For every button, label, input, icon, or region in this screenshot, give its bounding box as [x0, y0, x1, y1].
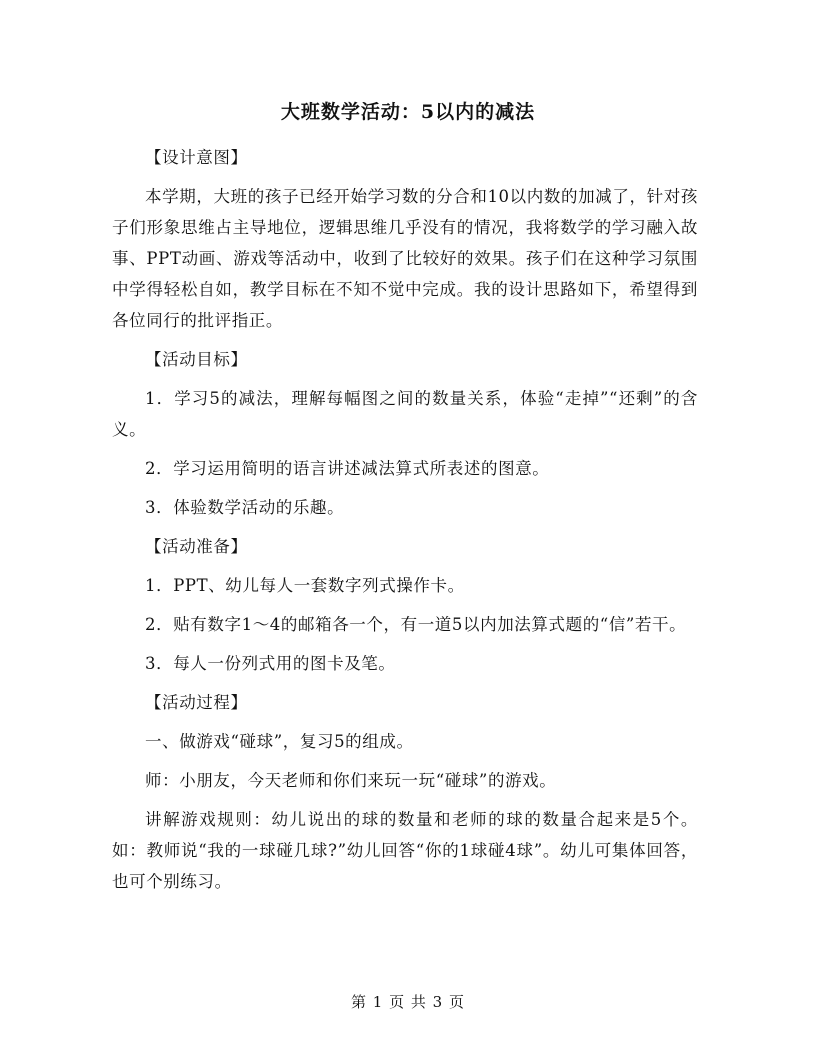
- section-heading-activity-goals: 【活动目标】: [145, 350, 248, 369]
- section-heading-activity-preparation: 【活动准备】: [145, 537, 248, 556]
- paragraph-goal-2: 2．学习运用简明的语言讲述减法算式所表述的图意。: [145, 459, 550, 478]
- section-heading-activity-process: 【活动过程】: [145, 693, 248, 712]
- paragraph-design-intent: 本学期，大班的孩子已经开始学习数的分合和10以内数的加减了，针对孩子们形象思维占主导地位，逻辑思维几乎没有的情况，我将数学的学习融入故事、PPT动画、游戏等活动中，收到了比较好的效果。孩子们在这种学习氛围中学得轻松自如，教学目标在不知不觉中完成。我的设计思路如下，希望得到各位同行的批评指正。: [112, 187, 698, 330]
- section-heading-design-intent: 【设计意图】: [145, 148, 248, 167]
- paragraph-preparation-1: 1．PPT、幼儿每人一套数字列式操作卡。: [145, 576, 465, 595]
- paragraph-goal-3: 3．体验数学活动的乐趣。: [145, 498, 345, 517]
- paragraph-game-rules: 讲解游戏规则：幼儿说出的球的数量和老师的球的数量合起来是5个。如：教师说“我的一球碰几球?”幼儿回答“你的1球碰4球”。幼儿可集体回答，也可个别练习。: [112, 810, 698, 891]
- paragraph-process-step-1: 一、做游戏“碰球”，复习5的组成。: [145, 732, 414, 751]
- paragraph-preparation-2: 2．贴有数字1～4的邮箱各一个，有一道5以内加法算式题的“信”若干。: [145, 615, 687, 634]
- paragraph-preparation-3: 3．每人一份列式用的图卡及笔。: [145, 654, 396, 673]
- paragraph-goal-1: 1．学习5的减法，理解每幅图之间的数量关系，体验“走掉”“还剩”的含义。: [112, 389, 698, 439]
- page-footer: 第 1 页 共 3 页: [351, 993, 465, 1011]
- paragraph-teacher-line: 师：小朋友，今天老师和你们来玩一玩“碰球”的游戏。: [145, 771, 557, 790]
- document-body: [112, 142, 698, 905]
- document-title: 大班数学活动：5以内的减法: [280, 101, 536, 123]
